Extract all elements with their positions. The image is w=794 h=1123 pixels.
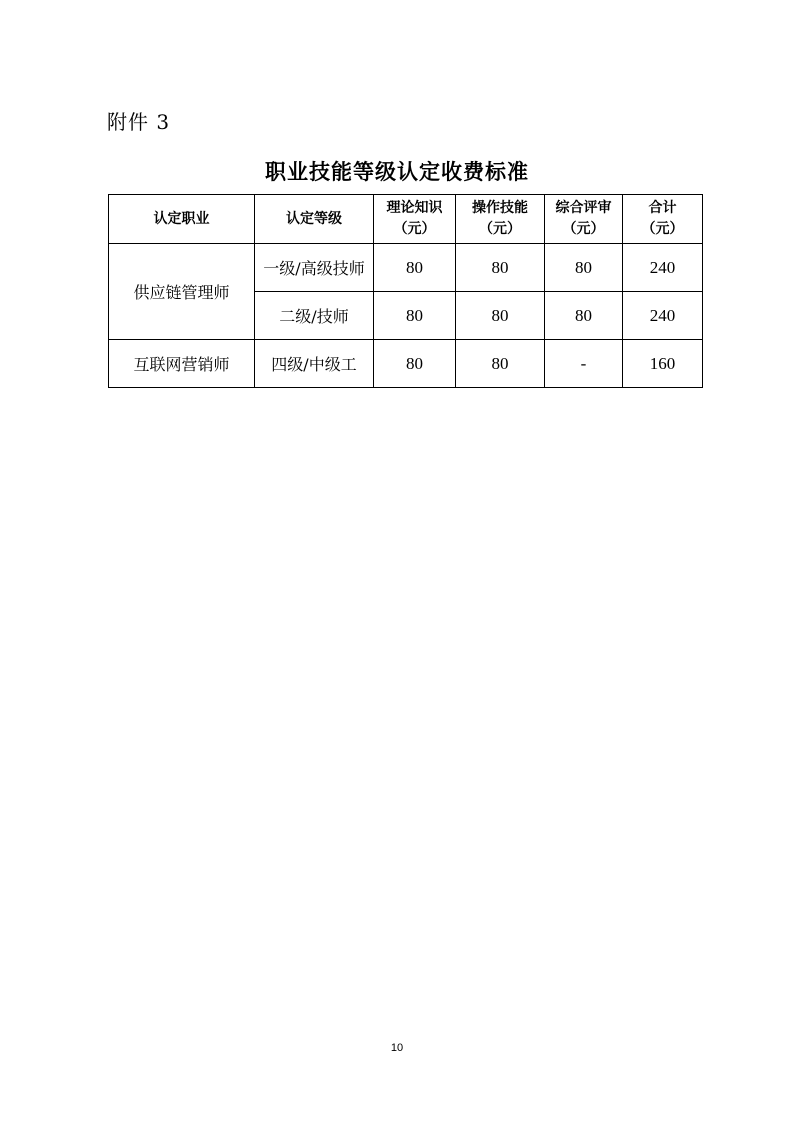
total-fee-cell: 160	[623, 340, 703, 388]
table-row	[109, 340, 703, 388]
header-theory: 理论知识 （元）	[374, 195, 456, 244]
table-row	[109, 244, 703, 292]
page-number: 10	[390, 1042, 404, 1054]
theory-fee-cell: 80	[374, 244, 456, 292]
header-review: 综合评审 （元）	[545, 195, 623, 244]
skill-fee-cell: 80	[456, 340, 545, 388]
fee-standard-table	[108, 194, 703, 388]
total-fee-cell: 240	[623, 244, 703, 292]
skill-fee-cell: 80	[456, 244, 545, 292]
document-title: 职业技能等级认定收费标准	[265, 160, 529, 184]
level-cell: 二级/技师	[255, 292, 374, 340]
theory-fee-cell: 80	[374, 292, 456, 340]
skill-fee-cell: 80	[456, 292, 545, 340]
header-level: 认定等级	[255, 195, 374, 244]
occupation-cell: 互联网营销师	[109, 340, 255, 388]
header-total: 合计 （元）	[623, 195, 703, 244]
theory-fee-cell: 80	[374, 340, 456, 388]
attachment-label: 附件 3	[107, 110, 171, 134]
total-fee-cell: 240	[623, 292, 703, 340]
review-fee-cell: -	[545, 340, 623, 388]
occupation-cell: 供应链管理师	[109, 244, 255, 340]
level-cell: 四级/中级工	[255, 340, 374, 388]
header-occupation: 认定职业	[109, 195, 255, 244]
header-skill: 操作技能 （元）	[456, 195, 545, 244]
review-fee-cell: 80	[545, 292, 623, 340]
review-fee-cell: 80	[545, 244, 623, 292]
table-header-row	[109, 195, 703, 244]
level-cell: 一级/高级技师	[255, 244, 374, 292]
